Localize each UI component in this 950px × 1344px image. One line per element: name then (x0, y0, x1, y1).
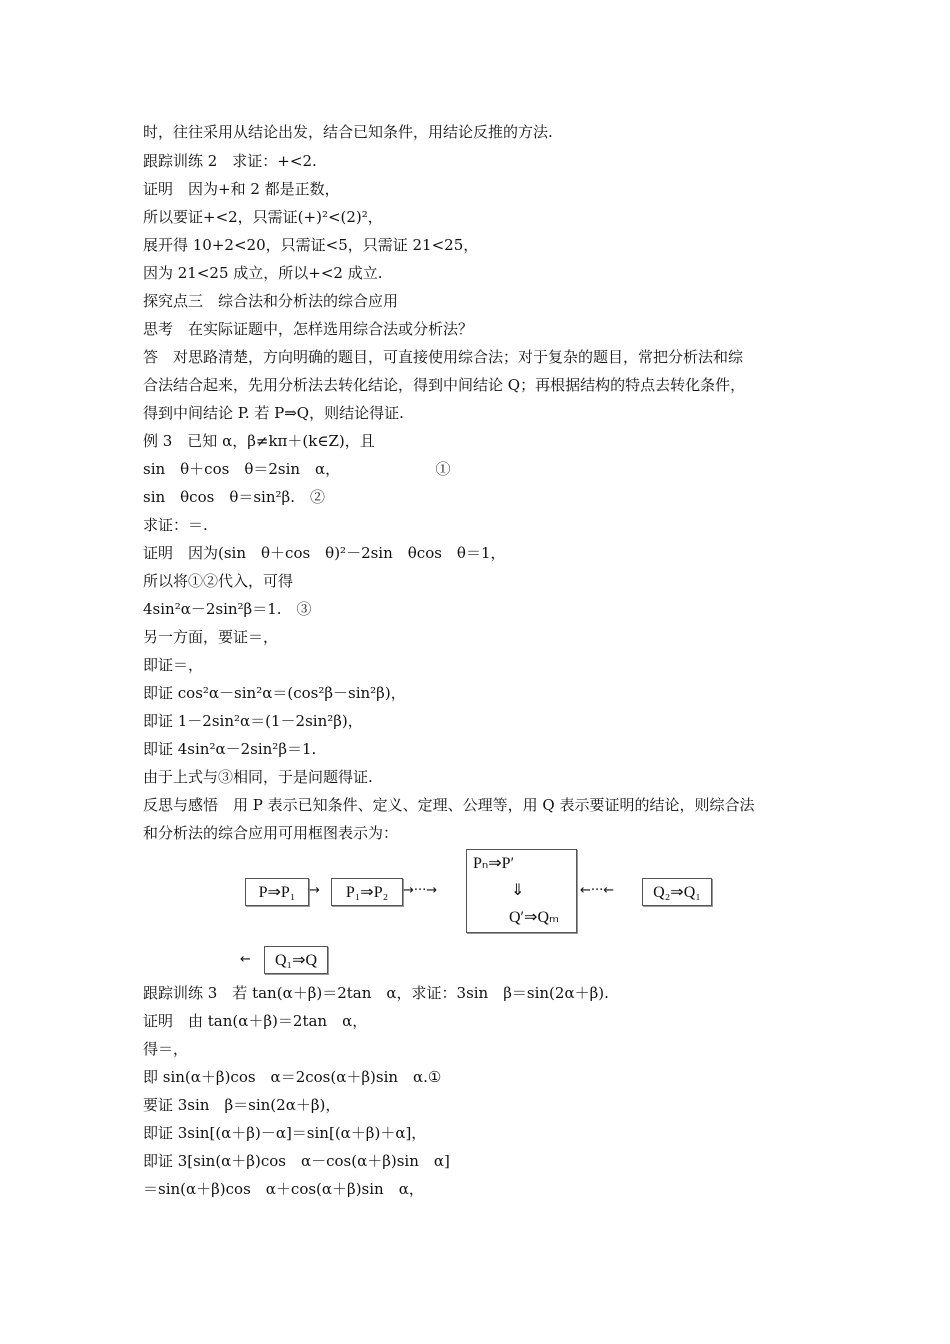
line-29: 得＝， (143, 1040, 189, 1058)
line-6: 因为 21<25 成立，所以+<2 成立. (143, 264, 383, 282)
line-2: 跟踪训练 2 求证：+<2. (143, 152, 317, 170)
line-32: 即证 3sin[(α＋β)－α]＝sin[(α＋β)＋α]， (143, 1124, 427, 1142)
box-q2-to-q1: Q₂⇒Q₁ (642, 878, 712, 906)
line-5: 展开得 10+2<20，只需证<5，只需证 21<25， (143, 236, 479, 254)
box-qm-label: Q′⇒Qₘ (509, 909, 559, 926)
arrow-left: ← (240, 952, 251, 967)
line-7: 探究点三 综合法和分析法的综合应用 (143, 292, 399, 310)
line-21: 即证 cos²α－sin²α＝(cos²β－sin²β)， (143, 684, 406, 702)
down-arrow-icon: ⇓ (511, 882, 525, 899)
box-pn-qm (466, 849, 577, 933)
line-4: 所以要证+<2，只需证(+)²<(2)²， (143, 208, 383, 226)
line-10: 合法结合起来，先用分析法去转化结论，得到中间结论 Q；再根据结构的特点去转化条件， (143, 376, 746, 394)
line-15: 求证：＝. (143, 516, 208, 534)
line-23: 即证 4sin²α－2sin²β＝1. (143, 740, 317, 758)
line-8: 思考 在实际证题中，怎样选用综合法或分析法？ (143, 320, 474, 338)
box-p-to-p1: P⇒P₁ (245, 878, 309, 906)
line-3: 证明 因为+和 2 都是正数， (143, 180, 340, 198)
line-30: 即 sin(α＋β)cos α＝2cos(α＋β)sin α.① (143, 1068, 442, 1086)
line-25: 反思与感悟 用 P 表示已知条件、定义、定理、公理等，用 Q 表示要证明的结论，则综合法 (143, 796, 755, 814)
line-31: 要证 3sin β＝sin(2α＋β)， (143, 1096, 341, 1114)
line-18: 4sin²α－2sin²β＝1. ③ (143, 600, 312, 618)
line-33: 即证 3[sin(α＋β)cos α－cos(α＋β)sin α] (143, 1152, 450, 1170)
line-11: 得到中间结论 P. 若 P⇒Q，则结论得证. (143, 404, 404, 422)
line-27: 跟踪训练 3 若 tan(α＋β)＝2tan α，求证：3sin β＝sin(2α＋β). (143, 984, 609, 1002)
arrow-dots-right: →···→ (403, 883, 438, 898)
line-1: 时，往往采用从结论出发，结合已知条件，用结论反推的方法. (143, 123, 553, 141)
line-26: 和分析法的综合应用可用框图表示为： (143, 824, 399, 842)
line-28: 证明 由 tan(α＋β)＝2tan α， (143, 1012, 368, 1030)
arrow-dots-left: ←···← (580, 883, 615, 898)
line-20: 即证＝， (143, 656, 204, 674)
line-12: 例 3 已知 α，β≠kπ＋(k∈Z)，且 (143, 432, 375, 450)
line-14: sin θcos θ＝sin²β. ② (143, 488, 325, 506)
line-13: sin θ＋cos θ＝2sin α， ① (143, 460, 451, 478)
box-p1-to-p2: P₁⇒P₂ (331, 878, 403, 906)
box-q1-to-q: Q₁⇒Q (264, 946, 328, 974)
line-16: 证明 因为(sin θ＋cos θ)²－2sin θcos θ＝1， (143, 544, 506, 562)
line-24: 由于上式与③相同，于是问题得证. (143, 768, 373, 786)
arrow-1: → (309, 883, 320, 898)
line-9: 答 对思路清楚，方向明确的题目，可直接使用综合法；对于复杂的题目，常把分析法和综 (143, 348, 744, 366)
line-34: ＝sin(α＋β)cos α＋cos(α＋β)sin α， (143, 1180, 424, 1198)
box-pn-label: Pₙ⇒P′ (473, 855, 515, 872)
line-19: 另一方面，要证＝， (143, 628, 279, 646)
line-17: 所以将①②代入，可得 (143, 572, 294, 590)
line-22: 即证 1－2sin²α＝(1－2sin²β)， (143, 712, 363, 730)
